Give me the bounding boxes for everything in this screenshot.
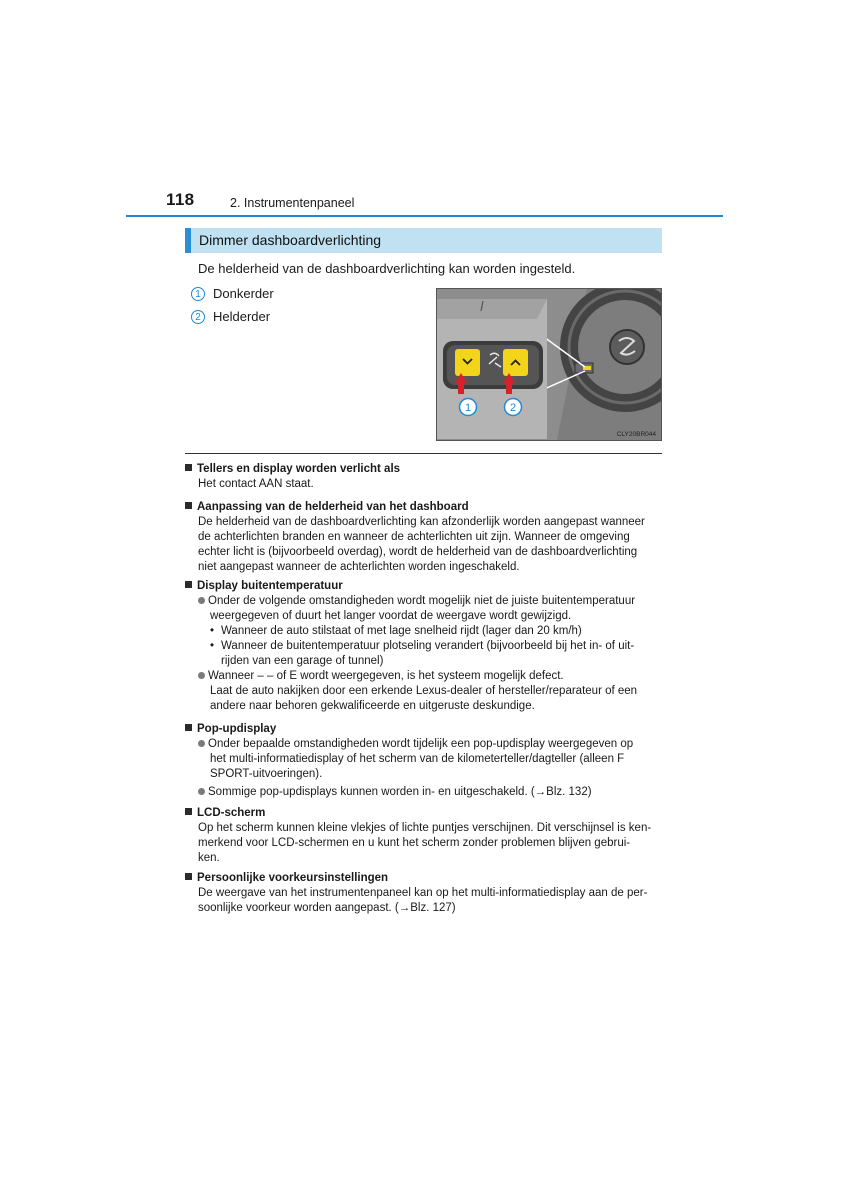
- section-title: Dimmer dashboardverlichting: [199, 232, 382, 248]
- section-intro: De helderheid van de dashboardverlichting kan worden ingesteld.: [198, 261, 576, 276]
- note-heading: Tellers en display worden verlicht als: [185, 462, 663, 477]
- note-personal: [185, 871, 663, 916]
- note-line: merkend voor LCD-schermen en u kunt het scherm zonder problemen blijven gebrui-: [198, 837, 631, 849]
- item-label: Donkerder: [213, 286, 274, 302]
- sub-bullet-line: rijden van een garage of tunnel): [221, 655, 384, 667]
- note-heading: Display buitentemperatuur: [185, 579, 663, 594]
- list-item-darker: [191, 285, 274, 301]
- callout-number: 2: [191, 310, 205, 324]
- note-heading: Aanpassing van de helderheid van het dashboard: [185, 500, 663, 515]
- bullet-line: het multi-informatiedisplay of het scherm van de kilometerteller/dagteller (alleen F: [210, 753, 625, 765]
- note-line: echter licht is (bijvoorbeeld overdag), wordt de helderheid van de dashboardverlichting: [198, 546, 638, 558]
- bullet-line: Sommige pop-updisplays kunnen worden in- en uitgeschakeld. (→Blz. 132): [198, 785, 663, 800]
- dimmer-illustration: [436, 288, 662, 441]
- header-rule: [126, 215, 723, 217]
- note-heading: Persoonlijke voorkeursinstellingen: [185, 871, 663, 886]
- notes-separator: [185, 453, 662, 454]
- note-line: niet aangepast wanneer de achterlichten worden ingeschakeld.: [198, 561, 520, 573]
- square-bullet-icon: [185, 581, 192, 588]
- note-popup: [185, 722, 663, 800]
- list-item-brighter: [191, 308, 270, 324]
- bullet-line: Onder de volgende omstandigheden wordt mogelijk niet de juiste buitentemperatuur: [198, 594, 663, 609]
- note-heading: Pop-updisplay: [185, 722, 663, 737]
- note-line: ken.: [198, 852, 220, 864]
- note-illumination: [185, 462, 663, 492]
- note-lcd: [185, 806, 663, 866]
- bullet-line: Laat de auto nakijken door een erkende Lexus-dealer of hersteller/reparateur of een: [210, 685, 638, 697]
- sub-bullet: • Wanneer de buitentemperatuur plotseling verandert (bijvoorbeeld bij het in- of uit-: [210, 640, 635, 652]
- note-line: De weergave van het instrumentenpaneel kan op het multi-informatiedisplay aan de per-: [198, 887, 648, 899]
- page-number: 118: [166, 190, 195, 209]
- dashboard-drawing: [437, 289, 661, 440]
- round-bullet-icon: [198, 740, 205, 747]
- square-bullet-icon: [185, 873, 192, 880]
- item-label: Helderder: [213, 309, 271, 325]
- round-bullet-icon: [198, 788, 205, 795]
- note-line: soonlijke voorkeur worden aangepast. (→Blz. 127): [198, 902, 456, 914]
- square-bullet-icon: [185, 724, 192, 731]
- bullet-line: andere naar behoren gekwalificeerde en uitgeruste deskundige.: [210, 700, 535, 712]
- note-line: de achterlichten branden en wanneer de achterlichten uit zijn. Wanneer de omgeving: [198, 531, 630, 543]
- square-bullet-icon: [185, 808, 192, 815]
- chapter-title: 2. Instrumentenpaneel: [230, 196, 355, 210]
- figure-code: CLY20BR044: [616, 431, 656, 438]
- figure-callout-2: 2: [509, 402, 517, 414]
- note-outside-temp: [185, 579, 663, 714]
- callout-number: 1: [191, 287, 205, 301]
- note-text: Het contact AAN staat.: [198, 478, 314, 490]
- note-line: De helderheid van de dashboardverlichting kan afzonderlijk worden aangepast wanneer: [198, 516, 645, 528]
- round-bullet-icon: [198, 672, 205, 679]
- bullet-line: Onder bepaalde omstandigheden wordt tijdelijk een pop-updisplay weergegeven op: [198, 737, 663, 752]
- section-heading: [185, 228, 662, 253]
- square-bullet-icon: [185, 502, 192, 509]
- figure-callout-1: 1: [464, 402, 472, 414]
- note-heading: LCD-scherm: [185, 806, 663, 821]
- bullet-line: Wanneer – – of E wordt weergegeven, is het systeem mogelijk defect.: [198, 669, 663, 684]
- sub-bullet: • Wanneer de auto stilstaat of met lage snelheid rijdt (lager dan 20 km/h): [210, 625, 582, 637]
- note-line: Op het scherm kunnen kleine vlekjes of lichte puntjes verschijnen. Dit verschijnsel is ken-: [198, 822, 652, 834]
- bullet-line: SPORT-uitvoeringen).: [210, 768, 323, 780]
- round-bullet-icon: [198, 597, 205, 604]
- bullet-line: weergegeven of duurt het langer voordat de weergave wordt gewijzigd.: [210, 610, 572, 622]
- square-bullet-icon: [185, 464, 192, 471]
- note-brightness: [185, 500, 663, 575]
